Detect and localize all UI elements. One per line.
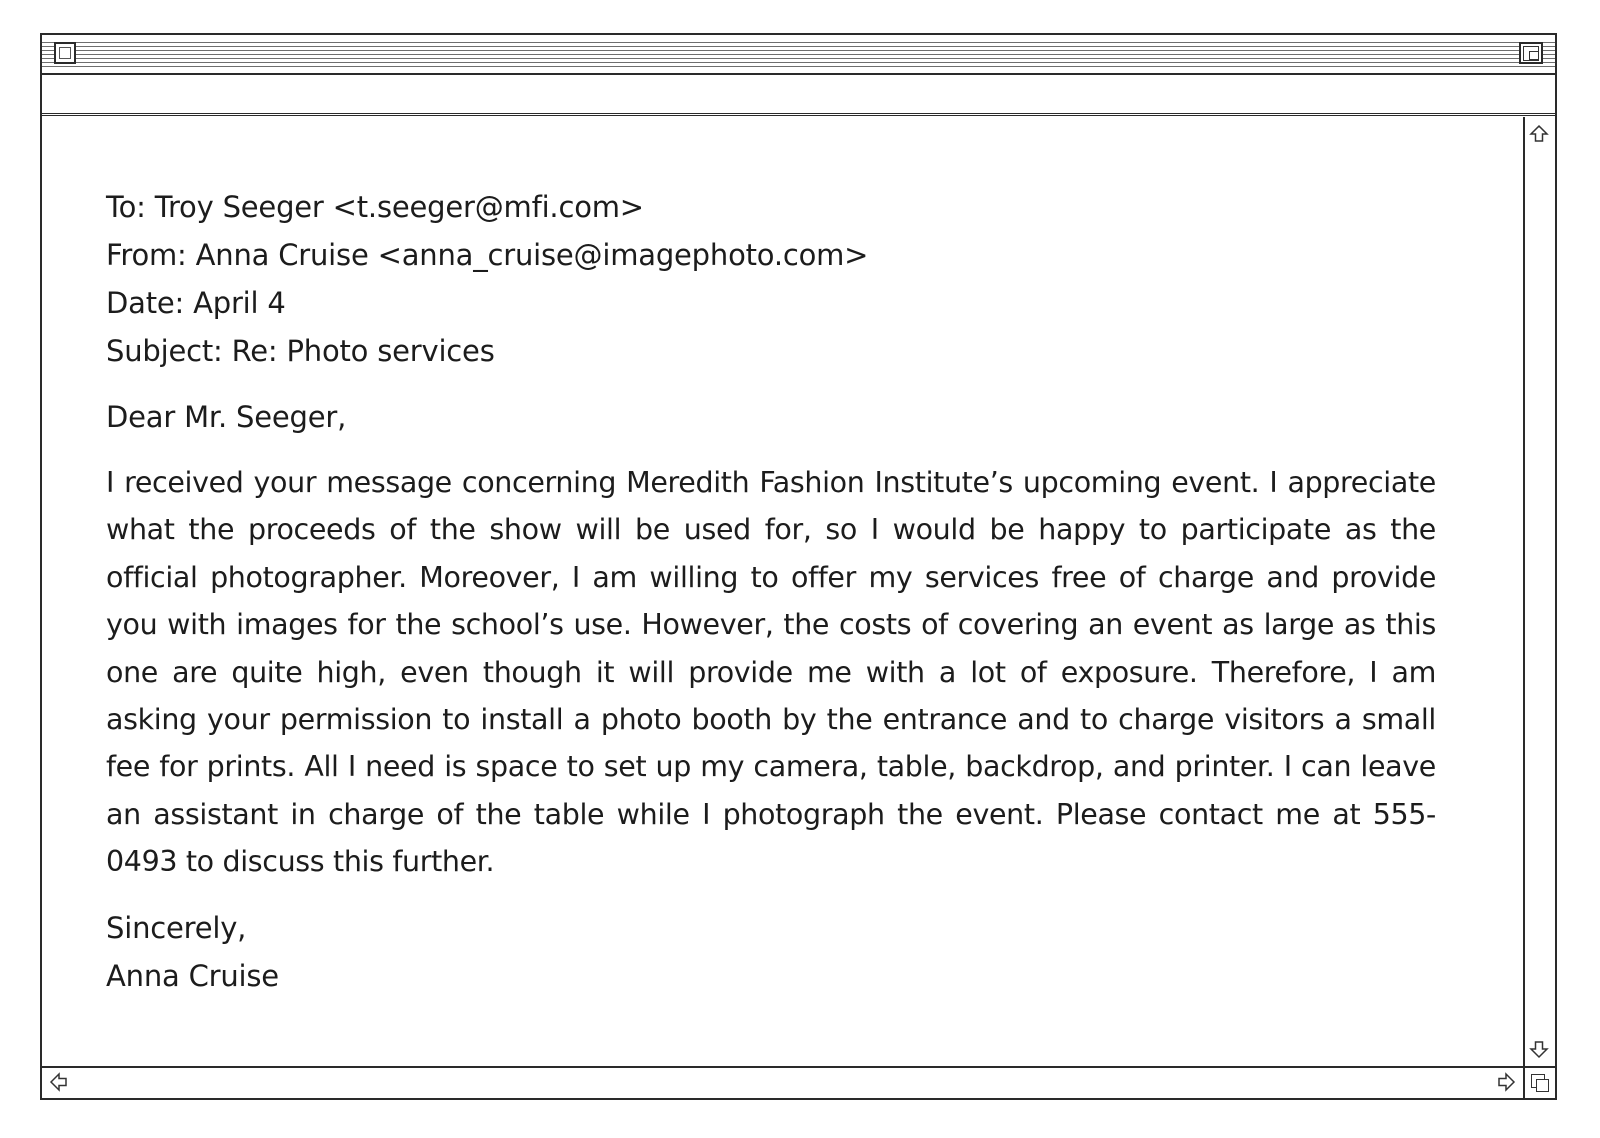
arrow-down-icon[interactable] — [1526, 1036, 1552, 1062]
resize-grow-icon[interactable] — [1523, 1066, 1555, 1098]
message-body: I received your message concerning Meredith Fashion Institute’s upcoming event. I appreciate what the proceeds of the show will be used for, so I would be happy to participate as the official photographer. Moreover, I am willing to offer my services free of charge and provide you with images for the school’s use. However, the costs of covering an event as large as this one are quite high, even though it will provide me with a lot of exposure. Therefore, I am asking your permission to install a photo booth by the entrance and to charge visitors a small fee for prints. All I need is space to set up my camera, table, backdrop, and printer. I can leave an assistant in charge of the table while I photograph the event. Please contact me at 555-0493 to discuss this further. — [106, 466, 1436, 879]
close-box-icon[interactable] — [54, 42, 76, 64]
email-window — [40, 33, 1557, 1100]
date-line: Date: April 4 — [106, 286, 286, 320]
arrow-up-icon[interactable] — [1526, 121, 1552, 147]
toolbar-strip — [42, 75, 1555, 116]
vertical-scrollbar[interactable] — [1523, 117, 1555, 1066]
closing: Sincerely, — [106, 910, 247, 945]
horizontal-scrollbar[interactable] — [42, 1066, 1523, 1098]
arrow-left-icon[interactable] — [46, 1069, 72, 1095]
message-content — [42, 117, 1523, 1066]
arrow-right-icon[interactable] — [1493, 1069, 1519, 1095]
from-line: From: Anna Cruise <anna_cruise@imagephoto.com> — [106, 238, 869, 272]
title-bar[interactable] — [42, 35, 1555, 75]
to-line: To: Troy Seeger <t.seeger@mfi.com> — [106, 190, 644, 224]
signature: Anna Cruise — [106, 958, 279, 993]
subject-line: Subject: Re: Photo services — [106, 334, 495, 368]
email-message — [106, 183, 1436, 1000]
salutation: Dear Mr. Seeger, — [106, 400, 347, 434]
zoom-box-icon[interactable] — [1519, 42, 1543, 64]
